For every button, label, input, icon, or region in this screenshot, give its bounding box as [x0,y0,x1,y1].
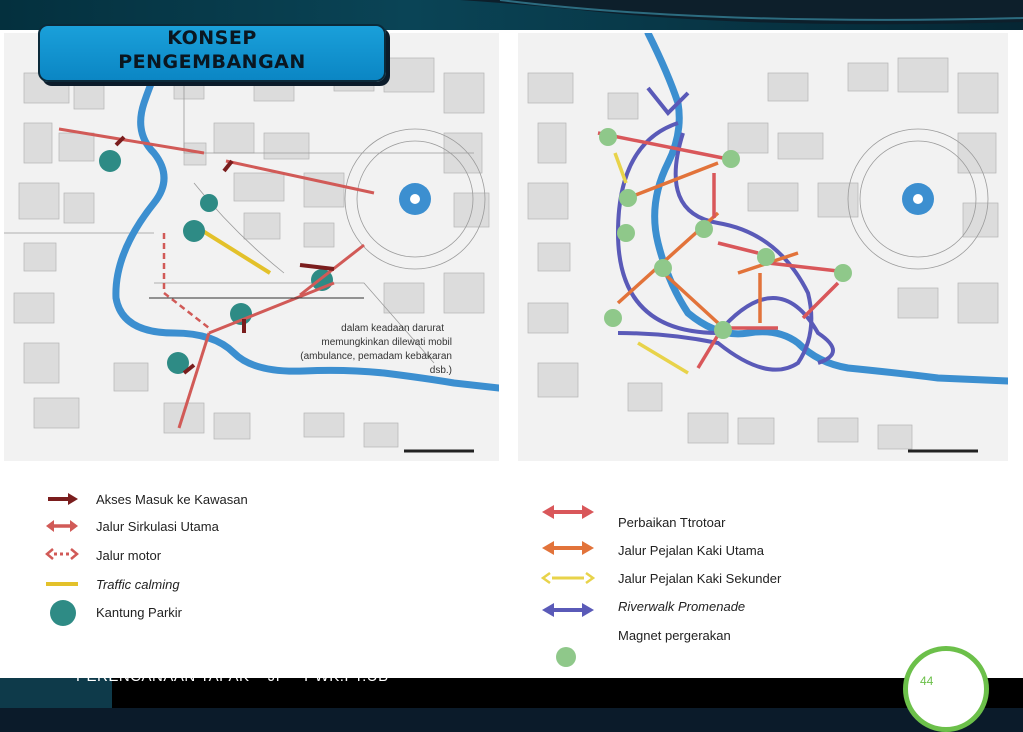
legend-jalur-sirkulasi: Jalur Sirkulasi Utama [96,519,219,534]
dashed-double-arrow-red-icon [47,549,77,559]
green-circle-icon [556,647,576,667]
footer-text: PERENCANAAN TAPAK – JP – PWK.FT.UB [76,668,389,685]
map-right [518,33,1008,461]
double-arrow-blue-icon [542,603,594,617]
title-line-1: KONSEP [167,27,257,49]
legend-riverwalk: Riverwalk Promenade [618,599,746,614]
legend-akses-masuk: Akses Masuk ke Kawasan [96,492,248,507]
legend-right-symbols [540,500,600,670]
legend-magnet: Magnet pergerakan [618,628,731,643]
page-number-circle [903,646,989,732]
legend-jalur-pejalan-utama: Jalur Pejalan Kaki Utama [618,543,764,558]
double-arrow-red-icon [542,505,594,519]
double-arrow-red-icon [46,520,78,532]
page-number: 44 [920,674,934,688]
legend-kantung-parkir: Kantung Parkir [96,605,182,620]
legend-traffic-calming: Traffic calming [96,577,180,592]
legend-perbaikan-trotoar: Perbaikan Ttrotoar [618,515,726,530]
title-line-2: PENGEMBANGAN [118,51,306,73]
title-banner [38,24,386,82]
annotation-line-3: (ambulance, pemadam kebakaran [300,351,452,362]
arrow-dark-red-icon [48,493,78,505]
map-left [4,33,499,461]
legend-jalur-motor: Jalur motor [96,548,162,563]
legend-left-symbols [44,489,84,629]
top-swoosh [460,0,1023,30]
legend-jalur-pejalan-sekunder: Jalur Pejalan Kaki Sekunder [618,571,782,586]
teal-circle-icon [50,600,76,626]
annotation-line-4: dsb.) [429,365,452,376]
double-arrow-orange-icon [542,541,594,555]
annotation-line-2: memungkinkan dilewati mobil [321,337,452,348]
double-arrow-yellow-icon [543,573,593,583]
annotation-line-1: dalam keadaan darurat [341,323,444,334]
